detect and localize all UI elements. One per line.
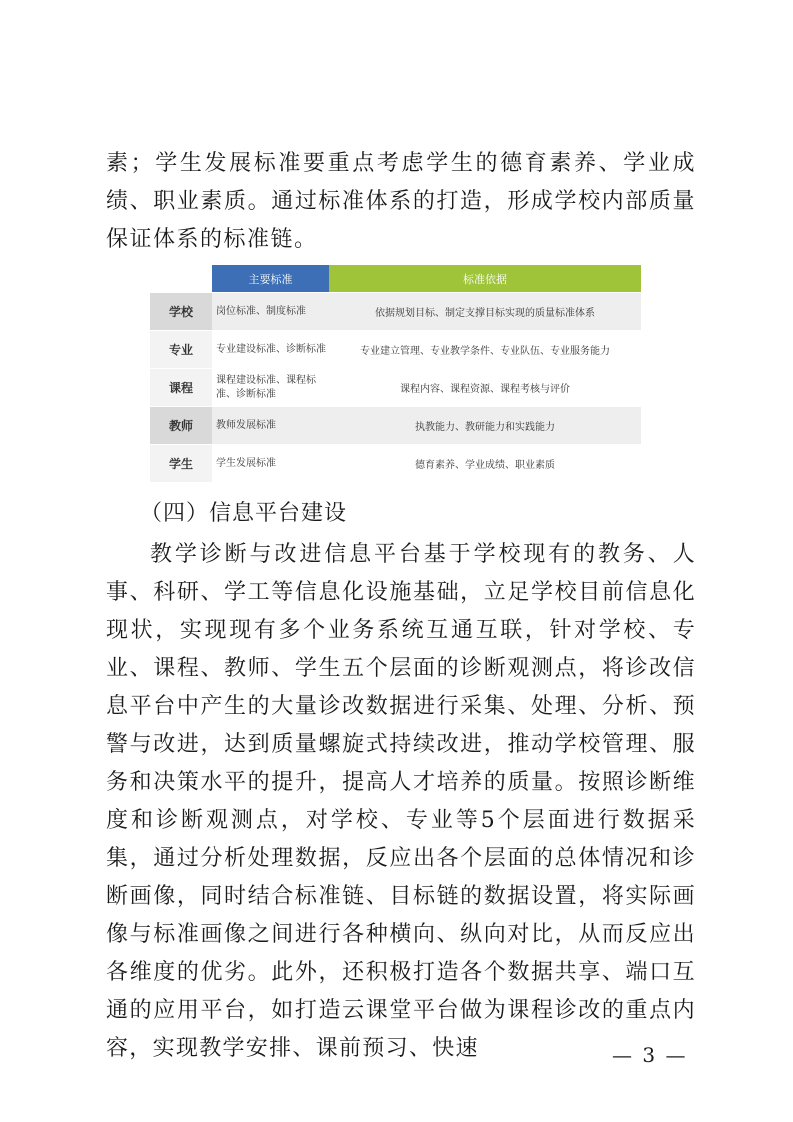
row-basis: 德育素养、学业成绩、职业素质 <box>415 460 555 471</box>
intro-paragraph: 素；学生发展标准要重点考虑学生的德育素养、学业成绩、职业素质。通过标准体系的打造，形成学校内部质量保证体系的标准链。 <box>106 151 696 252</box>
row-basis: 专业建立管理、专业教学条件、专业队伍、专业服务能力 <box>360 346 610 357</box>
row-level: 专业 <box>150 331 212 368</box>
row-level: 教师 <box>150 407 212 444</box>
row-level: 学生 <box>150 445 212 482</box>
row-basis: 课程内容、课程资源、课程考核与评价 <box>400 384 570 395</box>
header-main-standard: 主要标准 <box>212 265 329 292</box>
table-row <box>150 293 641 330</box>
row-level: 课程 <box>150 369 212 406</box>
row-standard: 课程建设标准、课程标准、诊断标准 <box>216 374 316 400</box>
body-paragraph: 教学诊断与改进信息平台基于学校现有的教务、人事、科研、学工等信息化设施基础，立足学校目前信息化现状，实现现有多个业务系统互通互联，针对学校、专业、课程、教师、学生五个层面的诊断观测点，将诊改信息平台中产生的大量诊改数据进行采集、处理、分析、预警与改进，达到质量螺旋式持续改进，推动学校管理、服务和决策水平的提升，提高人才培养的质量。按照诊断维度和诊断观测点，对学校、专业等5个层面进行数据采集，通过分析处理数据，反应出各个层面的总体情况和诊断画像，同时结合标准链、目标链的数据设置，将实际画像与标准画像之间进行各种横向、纵向对比，从而反应出各维度的优劣。此外，还积极打造各个数据共享、端口互通的应用平台，如打造云课堂平台做为课程诊改的重点内容，实现教学安排、课前预习、快速 <box>106 542 696 1061</box>
row-standard: 岗位标准、制度标准 <box>212 293 329 330</box>
table-header <box>150 265 641 292</box>
header-standard-basis: 标准依据 <box>329 265 641 292</box>
standards-table <box>150 265 641 482</box>
table-row <box>150 407 641 444</box>
section-heading: （四）信息平台建设 <box>140 501 348 526</box>
table-row <box>150 369 641 406</box>
row-standard: 专业建设标准、诊断标准 <box>216 343 326 355</box>
row-basis: 执教能力、教研能力和实践能力 <box>329 407 641 444</box>
table-row <box>150 331 641 368</box>
table-row <box>150 445 641 482</box>
header-blank-cell <box>150 265 212 292</box>
row-basis: 依据规划目标、制定支撑目标实现的质量标准体系 <box>329 293 641 330</box>
row-standard: 学生发展标准 <box>216 457 276 469</box>
page-number: — 3 — <box>612 1043 688 1067</box>
row-standard: 教师发展标准 <box>212 407 329 444</box>
row-level: 学校 <box>150 293 212 330</box>
